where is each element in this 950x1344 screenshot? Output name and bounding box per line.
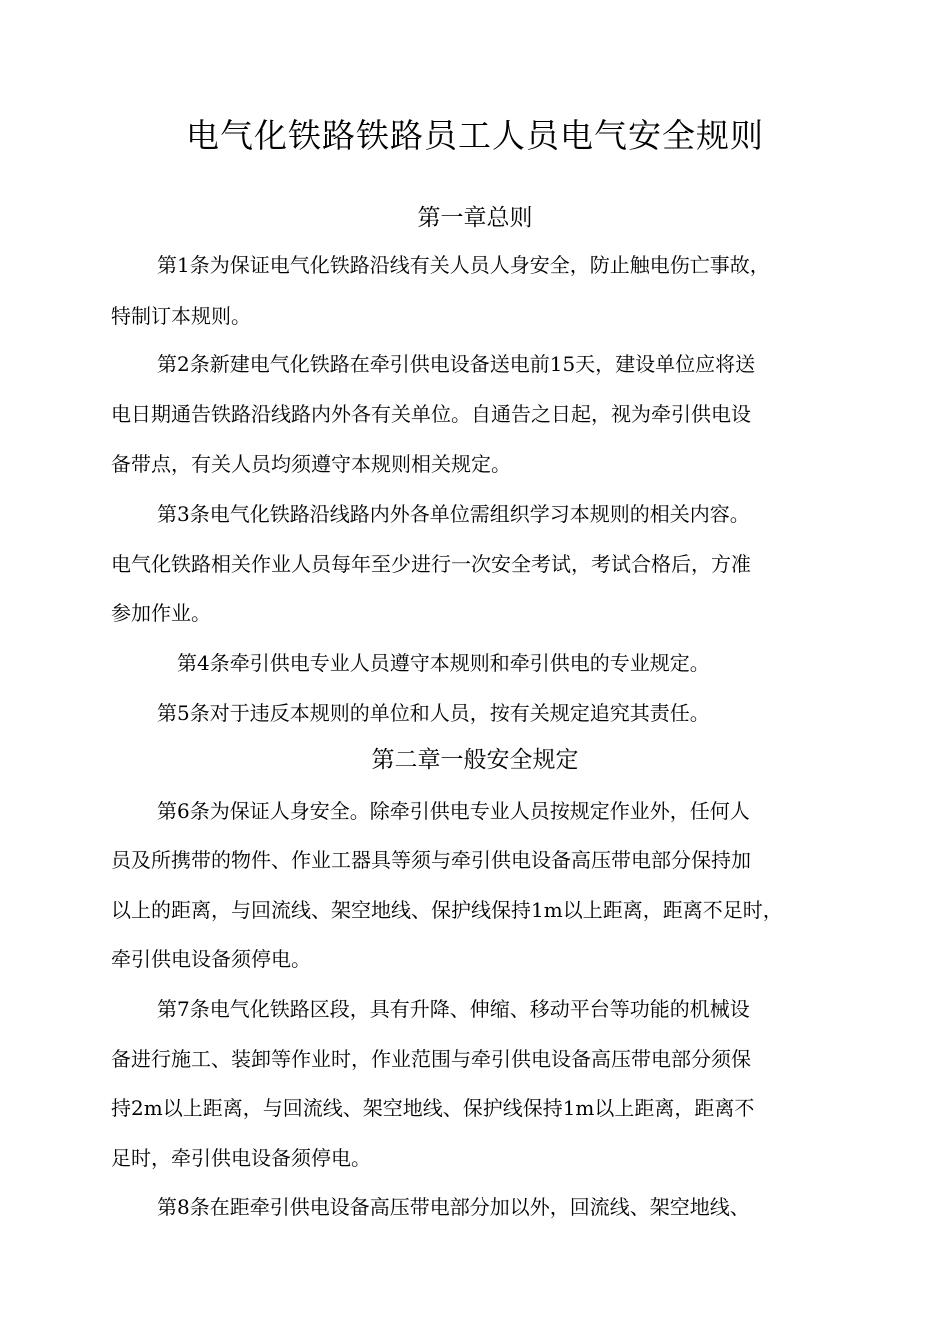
document-title: 电气化铁路铁路员工人员电气安全规则 [186,116,764,155]
article-6-line-2: 员及所携带的物件、作业工器具等须与牵引供电设备高压带电部分保持加 [111,848,751,872]
article-2-line-3: 备带点，有关人员均须遵守本规则相关规定。 [111,452,511,476]
article-7-line-4: 足时，牵引供电设备须停电。 [111,1146,371,1170]
article-7-line-2: 备进行施工、装卸等作业时，作业范围与牵引供电设备高压带电部分须保 [111,1047,751,1071]
chapter-2-heading: 第二章一般安全规定 [371,747,579,773]
article-3-line-3: 参加作业。 [111,601,211,625]
article-6-line-4: 牵引供电设备须停电。 [111,947,311,971]
article-7-line-1: 第7条电气化铁路区段，具有升降、伸缩、移动平台等功能的机械设 [157,997,750,1021]
article-2-line-2: 电日期通告铁路沿线路内外各有关单位。自通告之日起，视为牵引供电设 [111,402,751,426]
article-7-line-3: 持2m以上距离，与回流线、架空地线、保护线保持1m以上距离，距离不 [111,1096,755,1120]
article-3-line-2: 电气化铁路相关作业人员每年至少进行一次安全考试，考试合格后，方准 [111,552,751,576]
article-6-line-3: 以上的距离，与回流线、架空地线、保护线保持1m以上距离，距离不足时， [111,898,783,922]
chapter-1-heading: 第一章总则 [417,205,533,231]
article-6-line-1: 第6条为保证人身安全。除牵引供电专业人员按规定作业外，任何人 [157,799,750,823]
article-8-line-1: 第8条在距牵引供电设备高压带电部分加以外，回流线、架空地线、 [157,1195,750,1219]
article-2-line-1: 第2条新建电气化铁路在牵引供电设备送电前15天，建设单位应将送 [157,352,756,376]
article-1-line-2: 特制订本规则。 [111,304,251,328]
article-4-line-1: 第4条牵引供电专业人员遵守本规则和牵引供电的专业规定。 [177,651,710,675]
article-5-line-1: 第5条对于违反本规则的单位和人员，按有关规定追究其责任。 [157,701,710,725]
article-3-line-1: 第3条电气化铁路沿线路内外各单位需组织学习本规则的相关内容。 [157,502,750,526]
article-1-line-1: 第1条为保证电气化铁路沿线有关人员人身安全，防止触电伤亡事故， [157,253,770,277]
